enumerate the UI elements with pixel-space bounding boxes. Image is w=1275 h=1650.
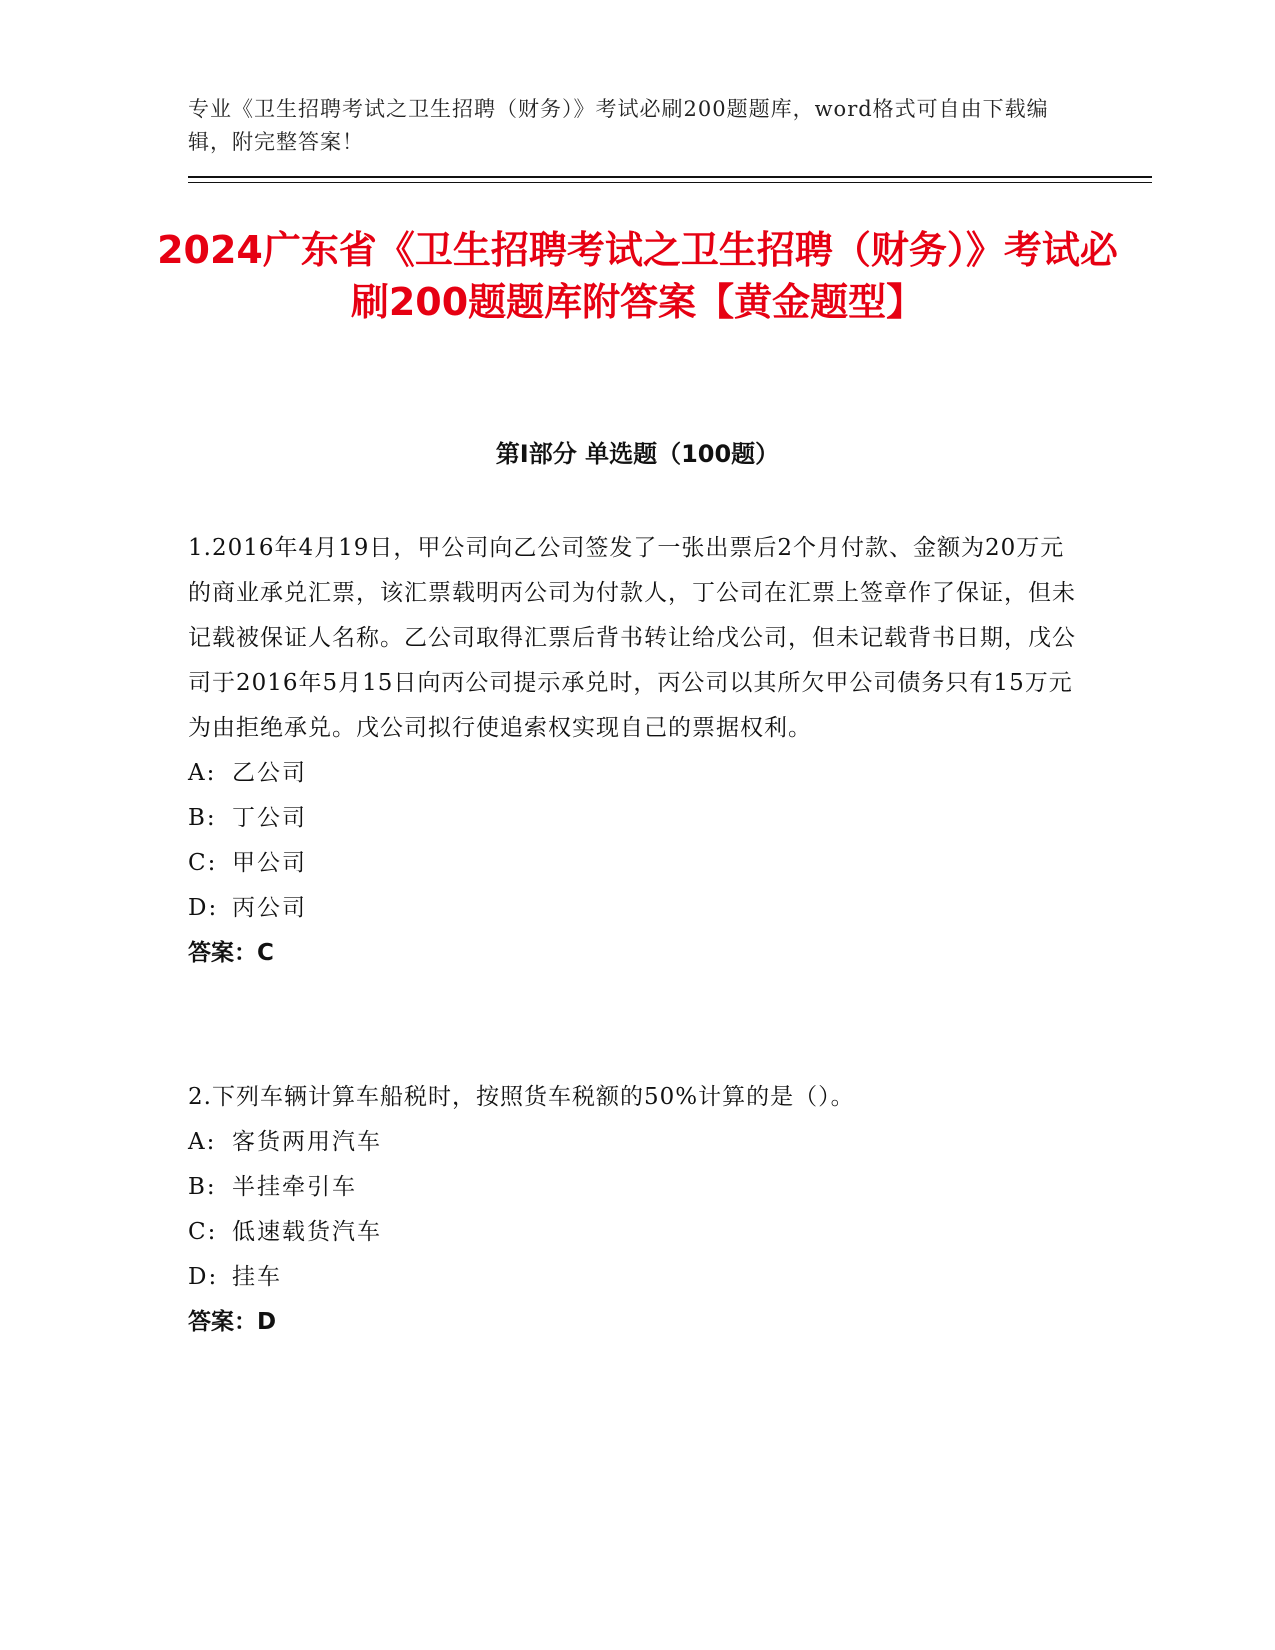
- option-text: 半挂牵引车: [232, 1174, 357, 1200]
- answer-line: 答案：C: [188, 940, 274, 966]
- option-key: C:: [188, 1219, 218, 1245]
- option-list: [188, 751, 1088, 931]
- option-b: [188, 796, 1088, 841]
- question-stem: 2.下列车辆计算车船税时，按照货车税额的50%计算的是（）。: [188, 1084, 855, 1110]
- option-text: 丙公司: [232, 895, 307, 921]
- header-rule-thin: [188, 182, 1152, 183]
- section-heading: 第Ⅰ部分 单选题（100题）: [495, 440, 780, 468]
- option-a: [188, 1120, 1088, 1165]
- question-2: [188, 1075, 1088, 1345]
- option-key: D:: [188, 895, 219, 921]
- option-text: 低速载货汽车: [232, 1219, 382, 1245]
- option-text: 丁公司: [232, 805, 307, 831]
- question-stem: 1.2016年4月19日，甲公司向乙公司签发了一张出票后2个月付款、金额为20万元的商业承兑汇票，该汇票载明丙公司为付款人，丁公司在汇票上签章作了保证，但未记载被保证人名称。乙公司取得汇票后背书转让给戊公司，但未记载背书日期，戊公司于2016年5月15日向丙公司提示承兑时，丙公司以其所欠甲公司债务只有15万元为由拒绝承兑。戊公司拟行使追索权实现自己的票据权利。: [188, 535, 1076, 741]
- option-d: [188, 886, 1088, 931]
- option-d: [188, 1255, 1088, 1300]
- option-key: A:: [188, 760, 217, 786]
- option-key: B:: [188, 805, 217, 831]
- option-b: [188, 1165, 1088, 1210]
- header-note: 专业《卫生招聘考试之卫生招聘（财务）》考试必刷200题题库，word格式可自由下载编辑，附完整答案！: [188, 97, 1049, 154]
- option-c: [188, 841, 1088, 886]
- option-text: 乙公司: [232, 760, 307, 786]
- option-a: [188, 751, 1088, 796]
- option-key: B:: [188, 1174, 217, 1200]
- option-key: C:: [188, 850, 218, 876]
- option-list: [188, 1120, 1088, 1300]
- option-text: 挂车: [232, 1264, 282, 1290]
- document-title: 2024广东省《卫生招聘考试之卫生招聘（财务）》考试必刷200题题库附答案【黄金题型】: [157, 228, 1118, 324]
- answer-line: 答案：D: [188, 1309, 277, 1335]
- option-key: A:: [188, 1129, 217, 1155]
- option-c: [188, 1210, 1088, 1255]
- option-key: D:: [188, 1264, 219, 1290]
- option-text: 客货两用汽车: [232, 1129, 382, 1155]
- option-text: 甲公司: [232, 850, 307, 876]
- question-1: [188, 526, 1088, 976]
- header-rule-thick: [188, 176, 1152, 178]
